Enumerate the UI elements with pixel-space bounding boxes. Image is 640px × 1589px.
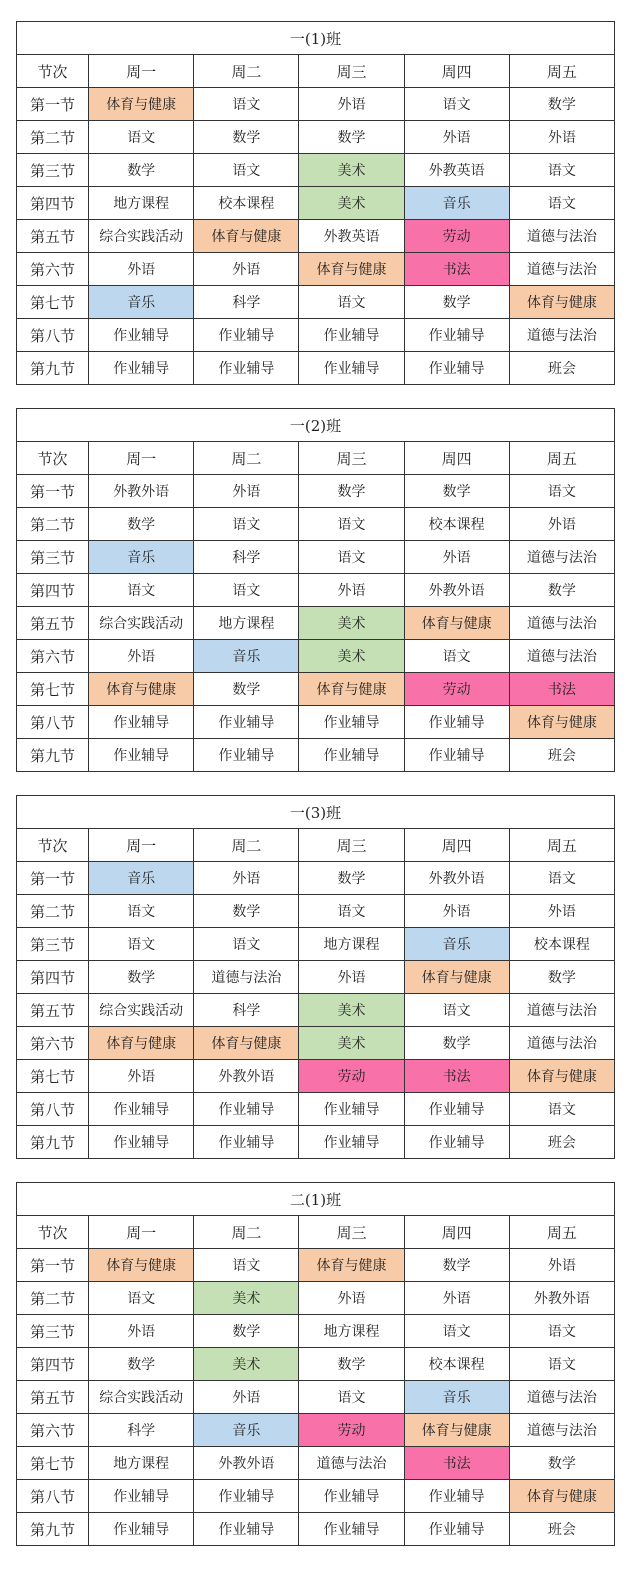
subject-cell: 外语: [299, 1282, 404, 1315]
subject-cell: 音乐: [194, 1414, 299, 1447]
period-row: [17, 1348, 615, 1381]
header-day-wed: 周三: [299, 1216, 404, 1249]
subject-cell: 作业辅导: [89, 319, 194, 352]
subject-cell: 校本课程: [509, 928, 614, 961]
period-label: 第三节: [17, 541, 89, 574]
subject-cell: 书法: [509, 673, 614, 706]
subject-cell: 班会: [509, 1126, 614, 1159]
subject-cell: 音乐: [404, 928, 509, 961]
subject-cell: 数学: [509, 961, 614, 994]
header-day-mon: 周一: [89, 1216, 194, 1249]
header-row: [17, 1216, 615, 1249]
subject-cell: 体育与健康: [509, 286, 614, 319]
period-row: [17, 286, 615, 319]
timetable-3: [16, 795, 615, 1159]
subject-cell: 劳动: [404, 673, 509, 706]
timetable-2: [16, 408, 615, 772]
subject-cell: 作业辅导: [89, 706, 194, 739]
subject-cell: 语文: [509, 475, 614, 508]
subject-cell: 地方课程: [299, 928, 404, 961]
subject-cell: 美术: [299, 187, 404, 220]
header-day-fri: 周五: [509, 1216, 614, 1249]
subject-cell: 科学: [194, 994, 299, 1027]
period-label: 第八节: [17, 1093, 89, 1126]
period-label: 第三节: [17, 154, 89, 187]
subject-cell: 外教外语: [404, 574, 509, 607]
subject-cell: 校本课程: [404, 1348, 509, 1381]
subject-cell: 语文: [194, 88, 299, 121]
subject-cell: 外语: [509, 508, 614, 541]
subject-cell: 书法: [404, 1060, 509, 1093]
subject-cell: 体育与健康: [89, 673, 194, 706]
period-label: 第六节: [17, 640, 89, 673]
subject-cell: 语文: [194, 508, 299, 541]
subject-cell: 体育与健康: [194, 220, 299, 253]
period-row: [17, 1480, 615, 1513]
subject-cell: 数学: [404, 1249, 509, 1282]
header-period: 节次: [17, 442, 89, 475]
subject-cell: 作业辅导: [404, 1126, 509, 1159]
period-label: 第三节: [17, 1315, 89, 1348]
period-row: [17, 475, 615, 508]
subject-cell: 作业辅导: [299, 1093, 404, 1126]
subject-cell: 美术: [299, 154, 404, 187]
subject-cell: 语文: [89, 1282, 194, 1315]
subject-cell: 数学: [89, 154, 194, 187]
subject-cell: 外语: [509, 121, 614, 154]
subject-cell: 外语: [194, 862, 299, 895]
period-label: 第五节: [17, 607, 89, 640]
subject-cell: 外教英语: [299, 220, 404, 253]
period-row: [17, 1513, 615, 1546]
subject-cell: 音乐: [89, 541, 194, 574]
subject-cell: 数学: [194, 895, 299, 928]
period-label: 第六节: [17, 1027, 89, 1060]
subject-cell: 作业辅导: [299, 352, 404, 385]
subject-cell: 语文: [194, 154, 299, 187]
period-label: 第六节: [17, 253, 89, 286]
subject-cell: 美术: [299, 640, 404, 673]
period-label: 第九节: [17, 352, 89, 385]
subject-cell: 作业辅导: [299, 1480, 404, 1513]
subject-cell: 音乐: [404, 1381, 509, 1414]
header-day-tue: 周二: [194, 1216, 299, 1249]
period-row: [17, 1249, 615, 1282]
subject-cell: 语文: [89, 574, 194, 607]
header-day-wed: 周三: [299, 442, 404, 475]
subject-cell: 语文: [509, 1093, 614, 1126]
subject-cell: 语文: [509, 1315, 614, 1348]
period-label: 第八节: [17, 319, 89, 352]
subject-cell: 体育与健康: [89, 88, 194, 121]
header-day-fri: 周五: [509, 442, 614, 475]
header-day-wed: 周三: [299, 55, 404, 88]
subject-cell: 班会: [509, 739, 614, 772]
subject-cell: 作业辅导: [299, 706, 404, 739]
subject-cell: 语文: [299, 508, 404, 541]
subject-cell: 作业辅导: [404, 1513, 509, 1546]
period-row: [17, 1027, 615, 1060]
subject-cell: 作业辅导: [194, 1513, 299, 1546]
period-label: 第一节: [17, 88, 89, 121]
subject-cell: 体育与健康: [299, 673, 404, 706]
subject-cell: 作业辅导: [194, 319, 299, 352]
header-period: 节次: [17, 55, 89, 88]
period-row: [17, 706, 615, 739]
subject-cell: 作业辅导: [299, 1513, 404, 1546]
subject-cell: 体育与健康: [299, 253, 404, 286]
subject-cell: 道德与法治: [509, 541, 614, 574]
period-row: [17, 508, 615, 541]
header-day-thu: 周四: [404, 829, 509, 862]
subject-cell: 语文: [404, 994, 509, 1027]
period-row: [17, 1093, 615, 1126]
subject-cell: 综合实践活动: [89, 994, 194, 1027]
period-row: [17, 1315, 615, 1348]
subject-cell: 数学: [194, 673, 299, 706]
subject-cell: 音乐: [89, 286, 194, 319]
subject-cell: 道德与法治: [509, 1027, 614, 1060]
period-row: [17, 1414, 615, 1447]
period-label: 第七节: [17, 673, 89, 706]
subject-cell: 数学: [509, 574, 614, 607]
subject-cell: 外语: [299, 961, 404, 994]
subject-cell: 体育与健康: [89, 1027, 194, 1060]
period-label: 第五节: [17, 1381, 89, 1414]
period-row: [17, 187, 615, 220]
header-day-mon: 周一: [89, 829, 194, 862]
header-day-tue: 周二: [194, 829, 299, 862]
subject-cell: 劳动: [299, 1414, 404, 1447]
subject-cell: 校本课程: [404, 508, 509, 541]
subject-cell: 外语: [299, 574, 404, 607]
header-day-fri: 周五: [509, 829, 614, 862]
subject-cell: 作业辅导: [299, 319, 404, 352]
period-row: [17, 673, 615, 706]
subject-cell: 校本课程: [194, 187, 299, 220]
subject-cell: 作业辅导: [404, 352, 509, 385]
subject-cell: 数学: [194, 1315, 299, 1348]
subject-cell: 外语: [299, 88, 404, 121]
period-label: 第二节: [17, 1282, 89, 1315]
subject-cell: 作业辅导: [194, 706, 299, 739]
subject-cell: 作业辅导: [404, 319, 509, 352]
period-label: 第四节: [17, 574, 89, 607]
period-label: 第八节: [17, 706, 89, 739]
subject-cell: 外语: [509, 895, 614, 928]
subject-cell: 语文: [89, 895, 194, 928]
period-label: 第七节: [17, 286, 89, 319]
header-day-mon: 周一: [89, 55, 194, 88]
subject-cell: 数学: [89, 1348, 194, 1381]
period-label: 第四节: [17, 961, 89, 994]
subject-cell: 作业辅导: [194, 739, 299, 772]
subject-cell: 作业辅导: [194, 352, 299, 385]
header-day-mon: 周一: [89, 442, 194, 475]
period-label: 第九节: [17, 1126, 89, 1159]
subject-cell: 科学: [194, 541, 299, 574]
subject-cell: 外教外语: [89, 475, 194, 508]
subject-cell: 语文: [194, 1249, 299, 1282]
subject-cell: 作业辅导: [194, 1480, 299, 1513]
subject-cell: 体育与健康: [509, 706, 614, 739]
period-label: 第二节: [17, 121, 89, 154]
subject-cell: 综合实践活动: [89, 220, 194, 253]
period-row: [17, 961, 615, 994]
subject-cell: 外教外语: [509, 1282, 614, 1315]
subject-cell: 作业辅导: [89, 1513, 194, 1546]
subject-cell: 体育与健康: [404, 1414, 509, 1447]
period-label: 第四节: [17, 1348, 89, 1381]
period-label: 第六节: [17, 1414, 89, 1447]
subject-cell: 道德与法治: [299, 1447, 404, 1480]
subject-cell: 语文: [404, 1315, 509, 1348]
period-row: [17, 895, 615, 928]
subject-cell: 数学: [89, 961, 194, 994]
subject-cell: 数学: [404, 475, 509, 508]
subject-cell: 作业辅导: [404, 706, 509, 739]
header-day-thu: 周四: [404, 1216, 509, 1249]
header-period: 节次: [17, 1216, 89, 1249]
subject-cell: 作业辅导: [299, 1126, 404, 1159]
subject-cell: 道德与法治: [509, 220, 614, 253]
header-row: [17, 442, 615, 475]
subject-cell: 语文: [509, 154, 614, 187]
subject-cell: 美术: [299, 607, 404, 640]
period-row: [17, 541, 615, 574]
subject-cell: 外语: [89, 640, 194, 673]
period-row: [17, 1447, 615, 1480]
subject-cell: 外教外语: [404, 862, 509, 895]
period-label: 第二节: [17, 508, 89, 541]
header-row: [17, 55, 615, 88]
subject-cell: 数学: [509, 1447, 614, 1480]
subject-cell: 数学: [299, 1348, 404, 1381]
period-label: 第五节: [17, 220, 89, 253]
subject-cell: 道德与法治: [509, 1381, 614, 1414]
subject-cell: 道德与法治: [509, 1414, 614, 1447]
period-row: [17, 1282, 615, 1315]
subject-cell: 外语: [194, 253, 299, 286]
timetable-1: [16, 21, 615, 385]
subject-cell: 科学: [89, 1414, 194, 1447]
subject-cell: 地方课程: [89, 1447, 194, 1480]
subject-cell: 语文: [299, 895, 404, 928]
header-day-thu: 周四: [404, 442, 509, 475]
subject-cell: 语文: [89, 121, 194, 154]
subject-cell: 班会: [509, 1513, 614, 1546]
period-label: 第一节: [17, 475, 89, 508]
subject-cell: 数学: [194, 121, 299, 154]
subject-cell: 音乐: [404, 187, 509, 220]
period-row: [17, 607, 615, 640]
class-title: 一(1)班: [17, 22, 615, 55]
subject-cell: 语文: [509, 1348, 614, 1381]
subject-cell: 地方课程: [89, 187, 194, 220]
subject-cell: 作业辅导: [194, 1126, 299, 1159]
subject-cell: 体育与健康: [509, 1060, 614, 1093]
subject-cell: 道德与法治: [509, 253, 614, 286]
period-row: [17, 640, 615, 673]
subject-cell: 体育与健康: [194, 1027, 299, 1060]
subject-cell: 数学: [299, 862, 404, 895]
subject-cell: 外语: [89, 1315, 194, 1348]
period-row: [17, 253, 615, 286]
subject-cell: 道德与法治: [194, 961, 299, 994]
period-row: [17, 352, 615, 385]
period-label: 第七节: [17, 1060, 89, 1093]
period-row: [17, 574, 615, 607]
subject-cell: 美术: [299, 1027, 404, 1060]
period-row: [17, 319, 615, 352]
header-day-thu: 周四: [404, 55, 509, 88]
subject-cell: 地方课程: [194, 607, 299, 640]
subject-cell: 作业辅导: [89, 1480, 194, 1513]
subject-cell: 外教外语: [194, 1447, 299, 1480]
subject-cell: 外语: [404, 1282, 509, 1315]
period-row: [17, 88, 615, 121]
subject-cell: 书法: [404, 1447, 509, 1480]
subject-cell: 语文: [194, 928, 299, 961]
header-day-tue: 周二: [194, 442, 299, 475]
subject-cell: 体育与健康: [404, 607, 509, 640]
subject-cell: 外语: [89, 1060, 194, 1093]
header-period: 节次: [17, 829, 89, 862]
subject-cell: 语文: [509, 862, 614, 895]
period-label: 第九节: [17, 739, 89, 772]
subject-cell: 外语: [89, 253, 194, 286]
period-label: 第四节: [17, 187, 89, 220]
subject-cell: 外语: [404, 121, 509, 154]
period-label: 第五节: [17, 994, 89, 1027]
subject-cell: 作业辅导: [194, 1093, 299, 1126]
subject-cell: 数学: [404, 286, 509, 319]
subject-cell: 外语: [509, 1249, 614, 1282]
period-row: [17, 739, 615, 772]
timetable-4: [16, 1182, 615, 1546]
period-row: [17, 121, 615, 154]
subject-cell: 音乐: [89, 862, 194, 895]
subject-cell: 数学: [89, 508, 194, 541]
subject-cell: 外语: [194, 1381, 299, 1414]
subject-cell: 体育与健康: [509, 1480, 614, 1513]
period-row: [17, 1126, 615, 1159]
period-label: 第八节: [17, 1480, 89, 1513]
subject-cell: 劳动: [299, 1060, 404, 1093]
period-row: [17, 220, 615, 253]
subject-cell: 道德与法治: [509, 319, 614, 352]
subject-cell: 音乐: [194, 640, 299, 673]
period-label: 第二节: [17, 895, 89, 928]
subject-cell: 作业辅导: [299, 739, 404, 772]
period-label: 第九节: [17, 1513, 89, 1546]
subject-cell: 作业辅导: [404, 739, 509, 772]
subject-cell: 语文: [194, 574, 299, 607]
subject-cell: 地方课程: [299, 1315, 404, 1348]
period-row: [17, 928, 615, 961]
subject-cell: 作业辅导: [404, 1093, 509, 1126]
subject-cell: 语文: [509, 187, 614, 220]
subject-cell: 数学: [404, 1027, 509, 1060]
subject-cell: 道德与法治: [509, 994, 614, 1027]
subject-cell: 语文: [299, 286, 404, 319]
subject-cell: 作业辅导: [89, 1093, 194, 1126]
subject-cell: 体育与健康: [299, 1249, 404, 1282]
subject-cell: 美术: [194, 1348, 299, 1381]
subject-cell: 作业辅导: [89, 352, 194, 385]
subject-cell: 数学: [299, 121, 404, 154]
subject-cell: 书法: [404, 253, 509, 286]
subject-cell: 语文: [299, 541, 404, 574]
subject-cell: 体育与健康: [404, 961, 509, 994]
subject-cell: 语文: [89, 928, 194, 961]
subject-cell: 综合实践活动: [89, 607, 194, 640]
subject-cell: 美术: [299, 994, 404, 1027]
subject-cell: 体育与健康: [89, 1249, 194, 1282]
subject-cell: 外语: [404, 541, 509, 574]
subject-cell: 外教外语: [194, 1060, 299, 1093]
subject-cell: 作业辅导: [89, 739, 194, 772]
period-row: [17, 1060, 615, 1093]
subject-cell: 外教英语: [404, 154, 509, 187]
subject-cell: 外语: [404, 895, 509, 928]
header-row: [17, 829, 615, 862]
subject-cell: 作业辅导: [404, 1480, 509, 1513]
subject-cell: 语文: [404, 640, 509, 673]
subject-cell: 数学: [509, 88, 614, 121]
header-day-wed: 周三: [299, 829, 404, 862]
period-label: 第三节: [17, 928, 89, 961]
subject-cell: 美术: [194, 1282, 299, 1315]
subject-cell: 道德与法治: [509, 640, 614, 673]
period-row: [17, 862, 615, 895]
period-row: [17, 154, 615, 187]
header-day-tue: 周二: [194, 55, 299, 88]
class-title: 一(3)班: [17, 796, 615, 829]
subject-cell: 劳动: [404, 220, 509, 253]
subject-cell: 作业辅导: [89, 1126, 194, 1159]
period-row: [17, 1381, 615, 1414]
subject-cell: 综合实践活动: [89, 1381, 194, 1414]
subject-cell: 语文: [299, 1381, 404, 1414]
subject-cell: 班会: [509, 352, 614, 385]
class-title: 一(2)班: [17, 409, 615, 442]
period-row: [17, 994, 615, 1027]
header-day-fri: 周五: [509, 55, 614, 88]
subject-cell: 数学: [299, 475, 404, 508]
subject-cell: 外语: [194, 475, 299, 508]
period-label: 第一节: [17, 862, 89, 895]
period-label: 第一节: [17, 1249, 89, 1282]
subject-cell: 语文: [404, 88, 509, 121]
period-label: 第七节: [17, 1447, 89, 1480]
subject-cell: 道德与法治: [509, 607, 614, 640]
class-title: 二(1)班: [17, 1183, 615, 1216]
subject-cell: 科学: [194, 286, 299, 319]
